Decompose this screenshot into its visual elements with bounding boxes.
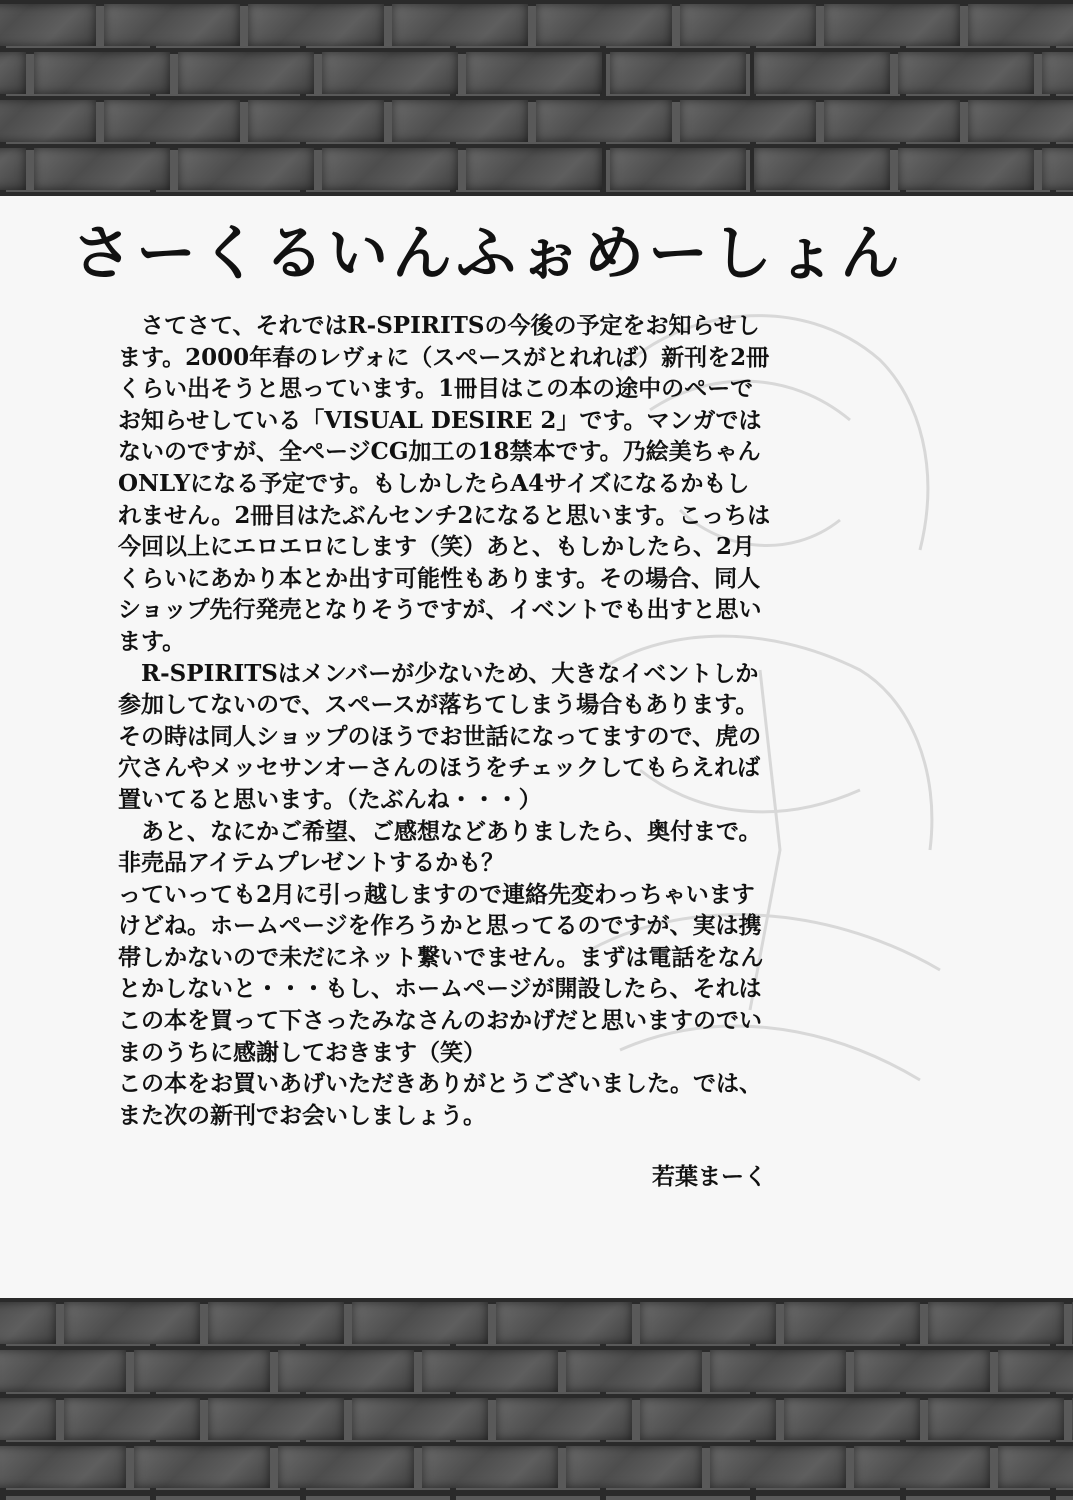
brick-wall-bottom [0, 1298, 1073, 1500]
body-line: ます。 [118, 627, 186, 655]
body-line: くらいにあかり本とか出す可能性もあります。その場合、同人 [118, 564, 761, 592]
body-line: けどね。ホームページを作ろうかと思ってるのですが、実は携 [118, 912, 762, 940]
brick-wall-top [0, 0, 1073, 200]
body-line: っていっても2月に引っ越しますので連絡先変わっちゃいます [118, 880, 755, 908]
body-line: ショップ先行発売となりそうですが、イベントでも出すと思い [118, 596, 762, 624]
body-line: 非売品アイテムプレゼントするかも？ [118, 849, 505, 877]
body-line: 今回以上にエロエロにします（笑）あと、もしかしたら、2月 [118, 533, 756, 561]
body-line: ONLYになる予定です。もしかしたらA4サイズになるかもし [118, 469, 750, 497]
body-line: その時は同人ショップのほうでお世話になってますので、虎の [118, 722, 762, 750]
body-line: ます。2000年春のレヴォに（スペースがとれれば）新刊を2冊 [118, 343, 770, 371]
body-line: 置いてると思います。（たぶんね・・・） [118, 785, 542, 813]
body-line: くらい出そうと思っています。1冊目はこの本の途中のペーで [118, 375, 754, 403]
body-line: お知らせしている「VISUAL DESIRE 2」です。マンガでは [118, 406, 762, 434]
body-text [118, 310, 918, 1131]
body-line: れません。2冊目はたぶんセンチ2になると思います。こっちは [118, 501, 771, 529]
body-line: ないのですが、全ページCG加工の18禁本です。乃絵美ちゃん [118, 438, 761, 466]
body-line: この本をお買いあげいただきありがとうございました。では、 [118, 1070, 762, 1098]
author-signature: 若葉まーく [652, 1163, 767, 1190]
body-line: まのうちに感謝しておきます（笑） [118, 1038, 486, 1066]
body-line: この本を買って下さったみなさんのおかげだと思いますのでい [118, 1007, 762, 1035]
body-line: また次の新刊でお会いしましょう。 [118, 1101, 486, 1129]
body-line: さてさて、それではR-SPIRITSの今後の予定をお知らせし [118, 312, 760, 339]
body-line: 帯しかないので未だにネット繋いでません。まずは電話をなん [118, 943, 764, 971]
body-line: あと、なにかご希望、ご感想などありましたら、奥付まで。 [118, 817, 762, 845]
page-title: さーくるいんふぉめーしょん [72, 219, 904, 289]
body-line: 穴さんやメッセサンオーさんのほうをチェックしてもらえれば [118, 754, 761, 782]
body-line: とかしないと・・・もし、ホームページが開設したら、それは [118, 975, 762, 1003]
body-line: 参加してないので、スペースが落ちてしまう場合もあります。 [118, 691, 759, 719]
body-line: R-SPIRITSはメンバーが少ないため、大きなイベントしか [118, 659, 759, 687]
